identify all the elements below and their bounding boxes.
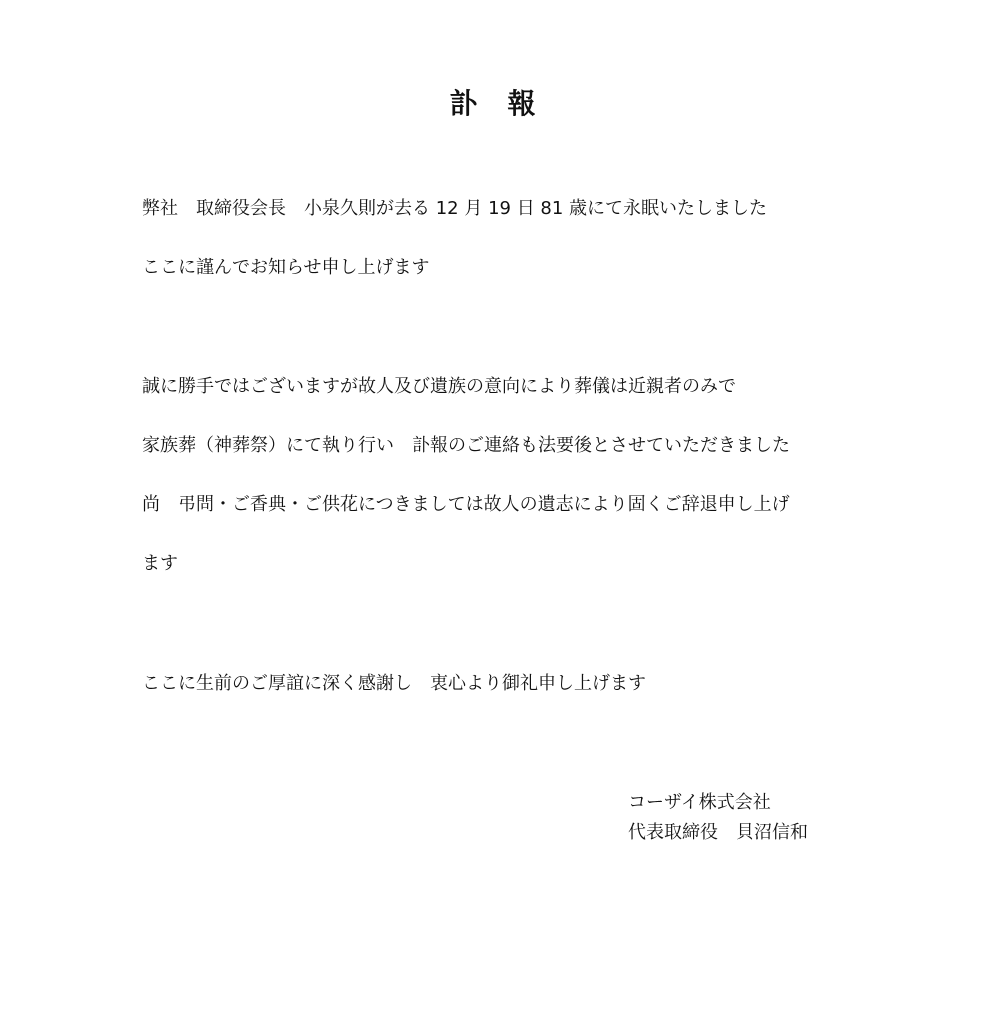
- signature-representative: 代表取締役 貝沼信和: [628, 822, 808, 843]
- paragraph-funeral-line-1: 誠に勝手ではございますが故人及び遺族の意向により葬儀は近親者のみで: [142, 376, 736, 397]
- paragraph-announcement: 弊社 取締役会長 小泉久則が去る 12 月 19 日 81 歳にて永眠いたしました: [142, 198, 768, 219]
- paragraph-gratitude: ここに生前のご厚誼に深く感謝し 衷心より御礼申し上げます: [142, 673, 646, 694]
- paragraph-condolence-line-2: ます: [142, 553, 178, 574]
- document-title: 訃報: [449, 87, 566, 120]
- paragraph-notice: ここに謹んでお知らせ申し上げます: [142, 257, 430, 278]
- signature-company: コーザイ株式会社: [628, 792, 771, 813]
- paragraph-condolence-line-1: 尚 弔問・ご香典・ご供花につきましては故人の遺志により固くご辞退申し上げ: [142, 494, 790, 515]
- paragraph-funeral-line-2: 家族葬（神葬祭）にて執り行い 訃報のご連絡も法要後とさせていただきました: [142, 435, 790, 456]
